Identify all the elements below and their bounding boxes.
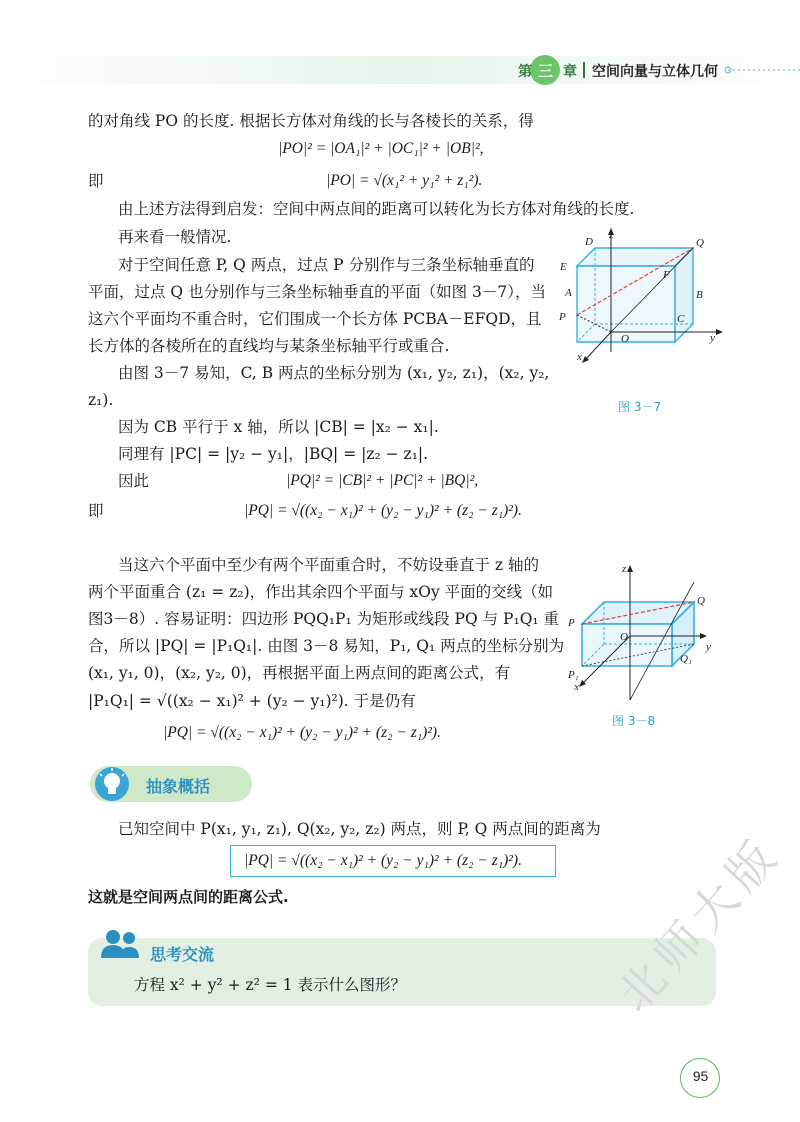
header-title: 空间向量与立体几何: [592, 64, 718, 80]
text-line: 当这六个平面中至少有两个平面重合时，不妨设垂直于 z 轴的: [118, 556, 540, 574]
lightbulb-icon: [92, 764, 134, 808]
label-y: y: [706, 641, 711, 653]
label-P: P: [559, 311, 566, 323]
text-line: 合，所以 |PQ| = |P₁Q₁|. 由图 3－8 易知，P₁, Q₁ 两点的坐标分别为: [88, 637, 565, 655]
figure-3-8: [564, 560, 739, 714]
text-line: (x₁, y₁, 0)，(x₂, y₂, 0)，再根据平面上两点间的距离公式，有: [88, 664, 511, 682]
label-Q1: Q₁: [680, 653, 692, 665]
label-B: B: [696, 289, 703, 301]
label-x: x: [574, 681, 579, 693]
label-E: E: [560, 261, 567, 273]
text-line: 这就是空间两点间的距离公式.: [88, 888, 289, 906]
label-F: F: [663, 269, 670, 281]
text-line: 由图 3－7 易知，C, B 两点的坐标分别为 (x₁, y₂, z₁)，(x₂, y₂,: [118, 364, 550, 382]
label-Q: Q: [696, 237, 704, 249]
label-z: z: [609, 229, 614, 241]
text-line: |P₁Q₁| = √((x₂ − x₁)² + (y₂ − y₁)²). 于是仍有: [88, 692, 416, 710]
figure-caption: 图 3－8: [612, 714, 656, 728]
text-line: 即: [88, 502, 104, 520]
abstract-heading: 抽象概括: [146, 777, 211, 796]
text-line: 的对角线 PO 的长度. 根据长方体对角线的长与各棱长的关系，得: [88, 112, 534, 130]
formula-line: |PO| = √(x₁² + y₁² + z₁²).: [326, 172, 483, 189]
text-line: 因此: [118, 472, 150, 490]
formula-line: |PO|² = |OA₁|² + |OC₁|² + |OB|²,: [278, 140, 484, 157]
think-question: 方程 x² + y² + z² = 1 表示什么图形？: [134, 976, 407, 994]
text-line: 两个平面重合 (z₁ = z₂)，作出其余四个平面与 xOy 平面的交线（如: [88, 583, 554, 601]
text-line: 长方体的各棱所在的直线均与某条坐标轴平行或重合.: [88, 337, 450, 355]
text-line: 平面，过点 Q 也分别作与三条坐标轴垂直的平面（如图 3－7），当: [88, 283, 546, 301]
text-line: z₁).: [88, 391, 114, 409]
watermark: 北师大版: [606, 825, 792, 1023]
label-C: C: [677, 313, 685, 325]
text-line: 图3－8）. 容易证明：四边形 PQQ₁P₁ 为矩形或线段 PQ 与 P₁Q₁ 重: [88, 610, 560, 628]
text-line: 即: [88, 172, 104, 190]
chapter-prefix: 第: [518, 64, 532, 80]
formula-line: |PQ|² = |CB|² + |PC|² + |BQ|²,: [286, 472, 479, 489]
label-y: y: [710, 332, 715, 344]
label-P1: P₁: [568, 669, 579, 681]
text-line: 已知空间中 P(x₁, y₁, z₁), Q(x₂, y₂, z₂) 两点，则 P, Q 两点间的距离为: [118, 820, 601, 838]
think-heading: 思考交流: [150, 945, 215, 964]
text-line: 由上述方法得到启发：空间中两点间的距离可以转化为长方体对角线的长度.: [118, 200, 635, 218]
figure-3-7: [555, 228, 735, 392]
label-Q: Q: [697, 595, 705, 607]
label-x: x: [577, 351, 582, 363]
text-line: 再来看一般情况.: [118, 228, 232, 246]
people-icon: [98, 926, 144, 964]
formula-line: |PQ| = √((x₂ − x₁)² + (y₂ − y₁)² + (z₂ − z₁)²).: [244, 502, 522, 519]
label-z: z: [622, 563, 627, 575]
page-number: 95: [692, 1068, 709, 1084]
text-line: 这六个平面均不重合时，它们围成一个长方体 PCBA－EFQD，且: [88, 310, 542, 328]
chapter-suffix: 章: [563, 64, 577, 80]
text-line: 同理有 |PC| = |y₂ − y₁|，|BQ| = |z₂ − z₁|.: [118, 445, 429, 463]
label-D: D: [585, 236, 593, 248]
label-O: O: [621, 333, 629, 345]
label-P: P: [568, 617, 575, 629]
text-line: 对于空间任意 P, Q 两点，过点 P 分别作与三条坐标轴垂直的: [118, 256, 535, 274]
label-O: O: [620, 631, 628, 643]
chapter-number: 三: [538, 62, 554, 80]
distance-formula: |PQ| = √((x₂ − x₁)² + (y₂ − y₁)² + (z₂ − z₁)²).: [244, 852, 522, 869]
header-divider: [583, 62, 585, 78]
label-A: A: [565, 287, 572, 299]
figure-caption: 图 3－7: [618, 400, 662, 414]
formula-line: |PQ| = √((x₂ − x₁)² + (y₂ − y₁)² + (z₂ − z₁)²).: [163, 724, 441, 741]
text-line: 因为 CB 平行于 x 轴，所以 |CB| = |x₂ − x₁|.: [118, 418, 439, 436]
